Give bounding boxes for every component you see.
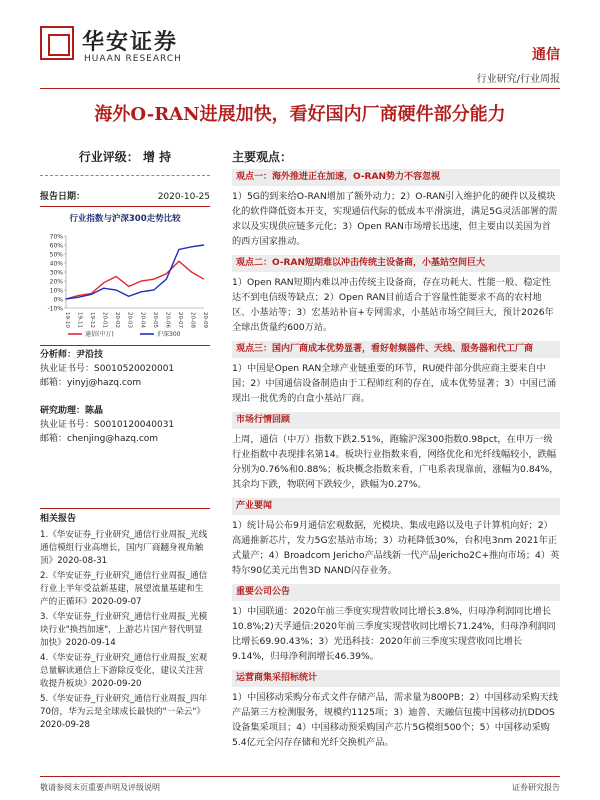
y-tick-label: 60%	[49, 242, 63, 250]
related-reports	[40, 512, 210, 734]
x-tick-label: 19-11	[76, 312, 83, 328]
y-tick-label: 30%	[49, 269, 63, 277]
sector-label: 通信	[532, 47, 560, 63]
analyst-cert: 执业证书号：S0010520020001	[40, 364, 175, 374]
industry-head: 产业要闻	[232, 498, 560, 515]
y-tick-label: 40%	[49, 260, 63, 268]
analyst-block	[40, 348, 210, 390]
assistant-name: 研究助理：陈晶	[40, 406, 104, 416]
date-row	[40, 190, 210, 204]
logo-text-en: HUAAN RESEARCH	[84, 54, 182, 64]
industry-body: 1）统计局公布9月通信宏观数据，光模块、集成电路以及电子计算机向好；2）高通推新芯片，发力5G宏基站市场；3）功耗降低30%，台积电3nm 2021年正式量产；4）Broadcom Jericho产品线新一代产品Jericho2C+推向市场；4）英特尔90亿美元出售3D NAND闪存业务。	[232, 520, 560, 576]
chart-title: 行业指数与沪深300走势比较	[69, 214, 181, 224]
rating-block	[40, 150, 210, 164]
viewpoint-2-body: 1）Open RAN短期内难以冲击传统主设备商，存在功耗大、性能一般、稳定性达不到电信级等缺点；2）Open RAN目前适合于容量性能要求不高的农村地区、小基站等；3）宏基站补盲+专网需求，小基站市场空间巨大，预计2026年全球出货量约600万站。	[232, 277, 554, 333]
logo-text-cn: 华安证券	[82, 29, 179, 55]
divider	[40, 175, 210, 176]
analyst-name: 分析师：尹沿技	[40, 350, 104, 360]
market-head: 市场行情回顾	[232, 412, 560, 429]
report-type: 行业研究/行业周报	[476, 74, 560, 85]
footer-disclaimer[interactable]: 敬请参阅末页重要声明及评级说明	[40, 783, 160, 792]
y-tick-label: 10%	[49, 287, 63, 295]
related-report-item[interactable]: 1.《华安证券_行业研究_通信行业周报_光线通信模组行业高增长，国内厂商翻身视角触顶》2020-08-31	[40, 530, 208, 566]
legend-label: 通信(中万)	[85, 331, 114, 338]
viewpoint-2-head: 观点二：O-RAN短期难以冲击传统主设备商，小基站空间巨大	[232, 255, 560, 272]
divider	[40, 206, 210, 207]
x-tick-label: 20-03	[126, 312, 133, 328]
legend-label: 沪深300	[157, 331, 181, 338]
x-tick-label: 19-10	[64, 312, 70, 328]
viewpoint-3-head: 观点三：国内厂商成本优势显著，看好射频器件、天线、服务器和代工厂商	[232, 341, 560, 358]
related-report-item[interactable]: 5.《华安证券_行业研究_通信行业周报_四年70倍，华为云是全球成长最快的"一朵云"》2020-09-28	[40, 694, 208, 730]
y-tick-label: 0%	[53, 296, 63, 304]
bid-body: 1）中国移动采购分布式文件存储产品，需求量为800PB；2）中国移动采购天线产品第三方检测服务，规模约1125项；3）迪普、天融信包揽中国移动抗DDOS设备集采项目；4）中国移动预采购国产芯片5G模组500个；5）中国移动采购5.4亿元全闪存存储和光纤交换机产品。	[232, 692, 558, 748]
related-list	[40, 529, 210, 732]
x-tick-label: 20-01	[101, 312, 108, 328]
analyst-email[interactable]: 邮箱：yinyj@hazq.com	[40, 378, 142, 388]
logo-icon	[40, 26, 74, 60]
footer-label: 证券研究报告	[512, 783, 560, 792]
related-report-item[interactable]: 2.《华安证券_行业研究_通信行业周报_通信行业上半年受益新基建，展望流量基建和生产的正循环》2020-09-07	[40, 571, 208, 607]
x-tick-label: 20-08	[189, 312, 196, 328]
y-tick-label: 70%	[49, 233, 63, 241]
x-tick-label: 20-06	[164, 312, 171, 328]
y-tick-label: 50%	[49, 251, 63, 259]
x-tick-label: 20-04	[139, 312, 146, 328]
x-tick-label: 20-05	[151, 312, 158, 328]
series-line	[66, 245, 204, 299]
y-tick-label: -10%	[47, 305, 63, 313]
x-tick-label: 20-07	[176, 312, 183, 328]
bid-head: 运营商集采招标统计	[232, 670, 560, 687]
assistant-cert: 执业证书号：S0010120040031	[40, 420, 175, 430]
x-tick-label: 20-09	[202, 312, 208, 328]
company-head: 重要公司公告	[232, 584, 560, 601]
date-label: 报告日期：	[40, 192, 86, 202]
viewpoint-3-body: 1）中国是Open RAN全球产业链重要的环节，RU硬件部分供应商主要来自中国；2）中国通信设备制造由于工程师红利的存在，成本优势显著；3）中国已涌现出一批优秀的白盒小基站厂商。	[232, 363, 557, 404]
assistant-block	[40, 404, 210, 446]
header-divider	[40, 88, 560, 89]
rating-value: 增 持	[143, 150, 172, 164]
divider	[40, 345, 210, 346]
market-body: 上周，通信（中万）指数下跌2.51%，跑输沪深300指数0.98pct，在申万一级行业指数中表现排名第14。板块行业指数来看，网络优化和光纤线幅较小，跌幅分别为0.76%和0.88%；板块概念指数来看，广电系表现靠前，涨幅为0.84%，其余均下跌，物联网下跌较少，跌幅为0.27%。	[232, 434, 559, 490]
viewpoint-1-body: 1）5G的到来给O-RAN增加了额外动力；2）O-RAN引入维护化的硬件以及模块化的软件降低资本开支，实现通信代际的低成本平滑演进，满足5G灵活部署的需求以及实现供应链多元化；3）Open RAN市场增长迅速，但主要由以美国为首的西方国家推动。	[232, 191, 558, 247]
date-value: 2020-10-25	[157, 192, 210, 202]
main-head: 主要观点：	[232, 150, 293, 164]
assistant-email[interactable]: 邮箱：chenjing@hazq.com	[40, 434, 159, 444]
rating-label: 行业评级：	[78, 150, 139, 164]
viewpoint-1-head: 观点一：海外推进正在加速，O-RAN势力不容忽视	[232, 169, 560, 186]
related-head: 相关报告	[40, 514, 77, 524]
main-content	[232, 150, 560, 750]
y-tick-label: 20%	[49, 278, 63, 286]
x-tick-label: 19-12	[89, 312, 96, 328]
company-body: 1）中国联通：2020年前三季度实现营收同比增长3.8%，归母净利润同比增长10.8%;2)天孚通信:2020年前三季度实现营收同比增长71.24%，归母净利润同比增长69.90.43%；3）光迅科技：2020年前三季度实现营收同比增长9.14%，归母净利润增长46.39%。	[232, 606, 556, 662]
footer-divider	[40, 776, 560, 777]
x-tick-label: 20-02	[114, 312, 121, 328]
page-title: 海外O-RAN进展加快，看好国内厂商硬件部分能力	[94, 104, 506, 125]
trend-chart	[40, 232, 210, 342]
divider	[40, 508, 210, 509]
related-report-item[interactable]: 4.《华安证券_行业研究_通信行业周报_宏观总量解读通信上下游除反变化，建议关注营收提升板块》2020-09-20	[40, 653, 208, 689]
related-report-item[interactable]: 3.《华安证券_行业研究_通信行业周报_光模块行业"换挡加速"，上游芯片国产替代明显加快》2020-09-14	[40, 612, 208, 648]
